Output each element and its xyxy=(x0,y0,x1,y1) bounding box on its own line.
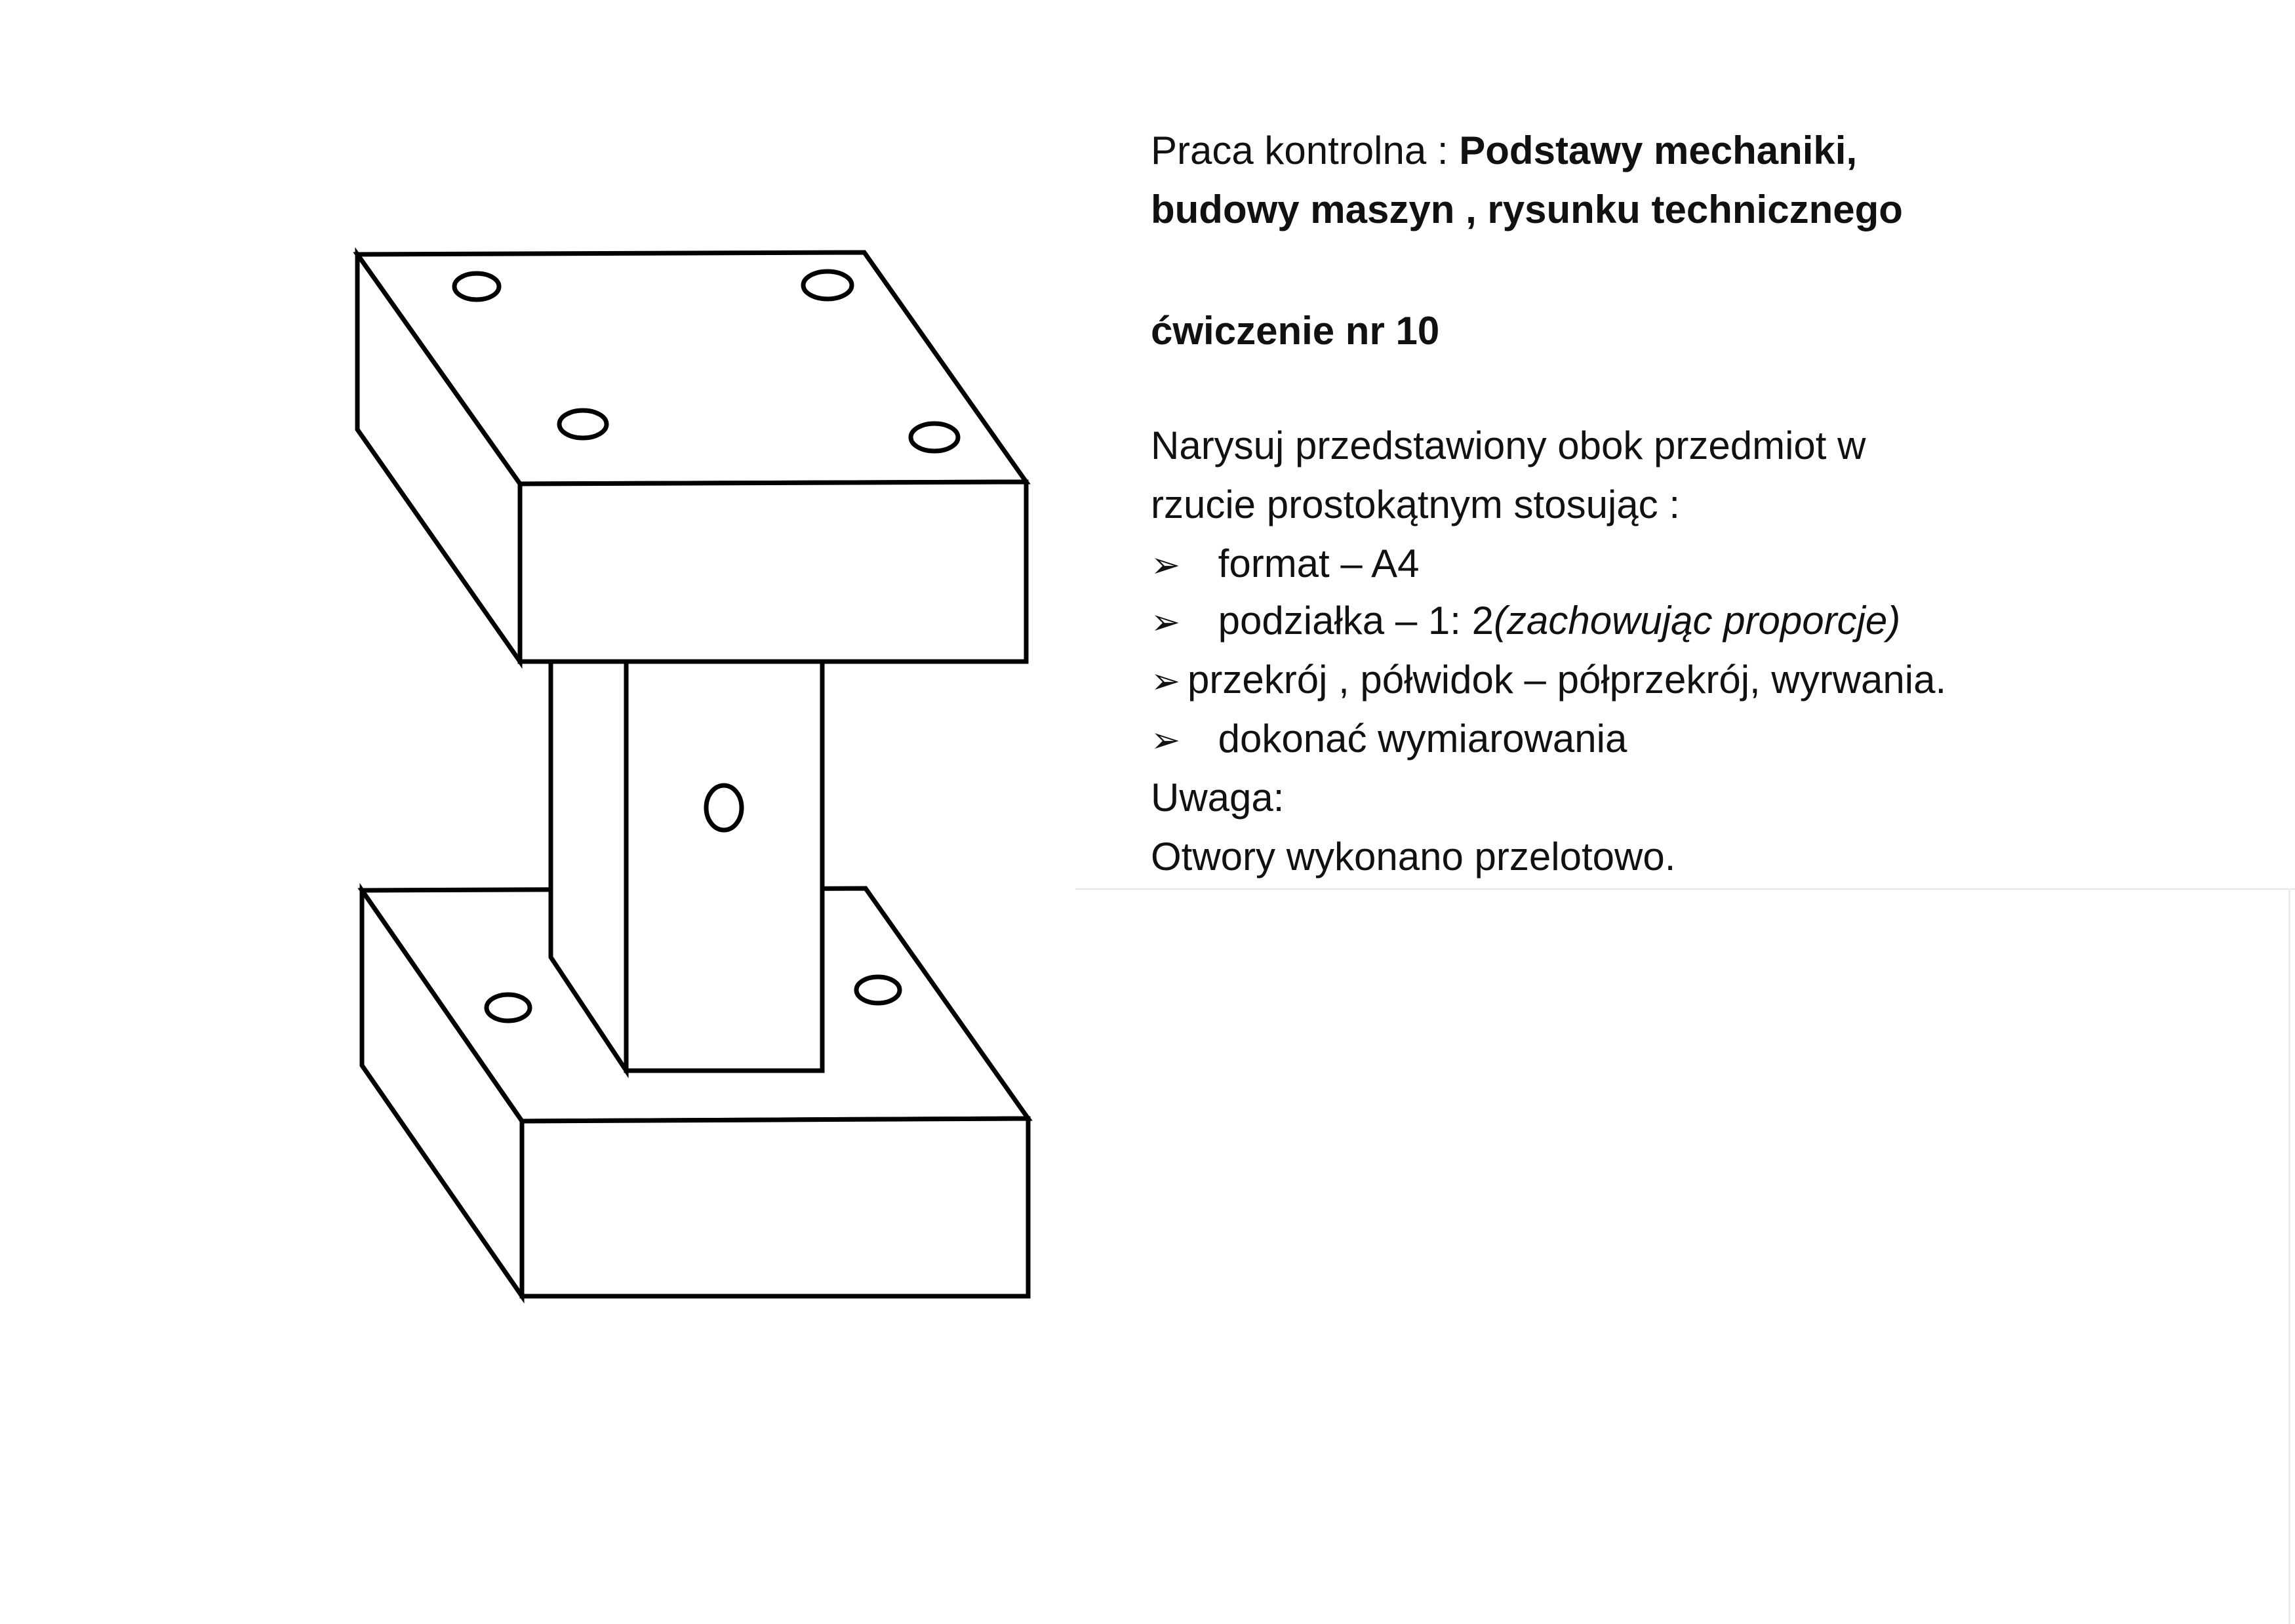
top-plate-hole-front-left xyxy=(559,410,607,438)
top-plate-hole-front-right xyxy=(911,424,958,451)
list-item-text: przekrój , półwidok – półprzekrój, wyrwania. xyxy=(1187,658,1947,702)
subject-line-2: budowy maszyn , rysunku technicznego xyxy=(1151,188,1903,231)
list-item xyxy=(1151,544,1420,584)
bottom-plate-hole-right xyxy=(856,977,900,1003)
bullet-arrow-icon: ➢ xyxy=(1151,603,1181,642)
list-item-italic-text: (zachowując proporcje) xyxy=(1493,599,1901,643)
bottom-plate-front-face xyxy=(522,1119,1028,1296)
bullet-arrow-icon: ➢ xyxy=(1151,721,1181,760)
instruction-line-2: rzucie prostokątnym stosując : xyxy=(1151,483,1680,526)
column-front-face xyxy=(626,661,822,1071)
title-line-1 xyxy=(1151,131,1857,170)
top-plate-hole-back-right xyxy=(803,271,852,299)
bullet-arrow-icon: ➢ xyxy=(1151,545,1181,585)
list-item-text: dokonać wymiarowania xyxy=(1207,717,1627,761)
top-plate-front-face xyxy=(520,482,1026,662)
list-item-text: podziałka – 1: 2 xyxy=(1207,599,1494,643)
note-label: Uwaga: xyxy=(1151,776,1285,820)
bottom-plate-hole-left xyxy=(487,995,530,1021)
list-item xyxy=(1151,719,1627,759)
note-text: Otwory wykonano przelotowo. xyxy=(1151,835,1676,879)
scan-paper-side-edge xyxy=(2288,888,2290,1624)
top-plate-hole-back-left xyxy=(454,273,499,300)
title-prefix: Praca kontrolna : xyxy=(1151,129,1460,172)
subject-line-1: Podstawy mechaniki, xyxy=(1459,129,1858,172)
scan-paper-edge xyxy=(1075,888,2295,890)
instruction-line-1: Narysuj przedstawiony obok przedmiot w xyxy=(1151,424,1866,467)
list-item xyxy=(1151,660,1946,700)
list-item xyxy=(1151,601,1900,641)
list-item-text: format – A4 xyxy=(1207,542,1420,585)
exercise-number: ćwiczenie nr 10 xyxy=(1151,309,1440,353)
bullet-arrow-icon: ➢ xyxy=(1151,662,1181,701)
column-hole xyxy=(706,785,742,830)
